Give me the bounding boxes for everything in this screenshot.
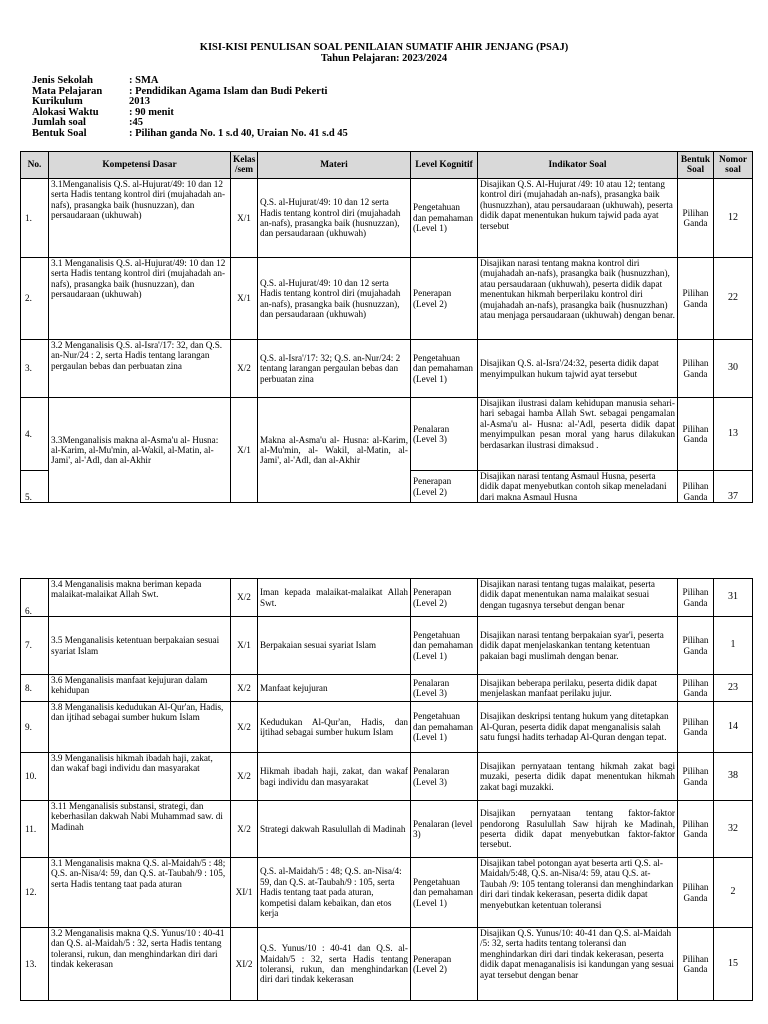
cell-bentuk: Pilihan Ganda (678, 398, 714, 471)
cell-materi: Makna al-Asma'u al- Husna: al-Karim, al-Mu'min, al- Wakil, al-Matin, al-Jami', al-'Adl, dan al-Akhir (258, 398, 411, 503)
cell-indikator: Disajikan deskripsi tentang hukum yang ditetapkan Al-Quran, peserta didik dapat menganalisis salah satu fungsi hadits terhadap Al-Quran dengan tepat. (478, 702, 678, 753)
cell-kelas: X/2 (231, 801, 258, 858)
cell-kd: 3.11 Menganalisis substansi, strategi, dan keberhasilan dakwah Nabi Muhammad saw. di Madinah (49, 801, 231, 858)
cell-level: Penalaran (level 3) (411, 801, 478, 858)
table-row (21, 258, 753, 340)
table-row (21, 617, 753, 675)
info-key: Jumlah soal (32, 117, 86, 129)
table-row (21, 398, 753, 471)
table-row (21, 340, 753, 398)
col-header-bentuk: Bentuk Soal (678, 152, 714, 179)
info-key: Alokasi Waktu (32, 106, 99, 118)
cell-kelas: X/1 (231, 617, 258, 675)
cell-kd: 3.8 Menganalisis kedudukan Al-Qur'an, Hadis, dan ijtihad sebagai sumber hukum Islam (49, 702, 231, 753)
cell-bentuk: Pilihan Ganda (678, 258, 714, 340)
cell-indikator: Disajikan narasi tentang makna kontrol diri (mujahadah an-nafs), prasangka baik (husnuzzhan), atau persaudaraan (ukhuwah), peserta didik dapat menentukan hikmah berperilaku kontrol diri (mujahadah an-nafs), prasangka baik (husnuzzhan) atau menjaga persaudaraan (ukhuwah) dengan benar. (478, 258, 678, 340)
cell-materi: Q.S. al-Hujurat/49: 10 dan 12 serta Hadis tentang kontrol diri (mujahadah an-nafs), prasangka baik (husnuzzan), dan persaudaraan (ukhuwah) (258, 179, 411, 258)
header-row (21, 152, 753, 179)
cell-level: Pengetahuan dan pemahaman (Level 1) (411, 617, 478, 675)
cell-level: Penalaran (Level 3) (411, 398, 478, 471)
cell-nomor: 37 (714, 471, 753, 503)
col-header-level: Level Kognitif (411, 152, 478, 179)
cell-no: 10. (21, 753, 49, 801)
academic-year: Tahun Pelajaran: 2023/2024 (320, 53, 448, 64)
cell-bentuk: Pilihan Ganda (678, 702, 714, 753)
cell-nomor: 13 (714, 398, 753, 471)
cell-indikator: Disajikan pernyataan tentang hikmah zakat bagi muzaki, peserta didik dapat menentukan hikmah zakat bagi muzakki. (478, 753, 678, 801)
table-row (21, 702, 753, 753)
cell-no: 4. (21, 398, 49, 471)
cell-indikator: Disajikan narasi tentang berpakaian syar'i, peserta didik dapat menjelaskankan tentang ketentuan pakaian bagi muslimah dengan benar. (478, 617, 678, 675)
cell-bentuk: Pilihan Ganda (678, 579, 714, 617)
info-key: Kurikulum (32, 96, 83, 108)
info-row-format (32, 129, 348, 140)
col-header-kelas: Kelas /sem (231, 152, 258, 179)
cell-level: Pengetahuan dan pemahaman (Level 1) (411, 858, 478, 928)
table-row (21, 753, 753, 801)
grid-table-page2 (20, 578, 753, 1001)
info-value: 2013 (129, 96, 150, 108)
cell-kelas: XI/1 (231, 858, 258, 928)
cell-level: Pengetahuan dan pemahaman (Level 1) (411, 179, 478, 258)
info-key: Mata Pelajaran (32, 85, 103, 97)
cell-kelas: X/2 (231, 753, 258, 801)
cell-kelas: X/2 (231, 675, 258, 702)
cell-level: Pengetahuan dan pemahaman (Level 1) (411, 702, 478, 753)
cell-kelas: X/2 (231, 340, 258, 398)
cell-bentuk: Pilihan Ganda (678, 928, 714, 1001)
cell-nomor: 15 (714, 928, 753, 1001)
cell-materi: Manfaat kejujuran (258, 675, 411, 702)
cell-nomor: 31 (714, 579, 753, 617)
cell-kd: 3.5 Menganalisis ketentuan berpakaian sesuai syariat Islam (49, 617, 231, 675)
cell-nomor: 12 (714, 179, 753, 258)
cell-no: 1. (21, 179, 49, 258)
cell-kd: 3.6 Menganalisis manfaat kejujuran dalam kehidupan (49, 675, 231, 702)
cell-nomor: 32 (714, 801, 753, 858)
table-row (21, 675, 753, 702)
cell-kd: 3.1 Menganalisis makna Q.S. al-Maidah/5 : 48; Q.S. an-Nisa/4: 59, dan Q.S. at-Taubah/9 : 105, serta Hadis tentang taat pada aturan (49, 858, 231, 928)
cell-bentuk: Pilihan Ganda (678, 675, 714, 702)
cell-materi: Q.S. Yunus/10 : 40-41 dan Q.S. al-Maidah/5 : 32, serta Hadis tentang toleransi, rukun, dan menghindarkan diri dari tindak kekerasan (258, 928, 411, 1001)
cell-indikator: Disajikan tabel potongan ayat beserta arti Q.S. al-Maidah/5:48, Q.S. an-Nisa/4: 59, atau Q.S. at-Taubah /9: 105 tentang toleransi dan menghindarkan diri dari tindak kekerasan, peserta didik dapat menyebutkan ketentuan toleransi (478, 858, 678, 928)
cell-level: Pengetahuan dan pemahaman (Level 1) (411, 340, 478, 398)
cell-bentuk: Pilihan Ganda (678, 801, 714, 858)
cell-kd: 3.9 Menganalisis hikmah ibadah haji, zakat, dan wakaf bagi individu dan masyarakat (49, 753, 231, 801)
cell-materi: Q.S. al-Maidah/5 : 48; Q.S. an-Nisa/4: 59, dan Q.S. at-Taubah/9 : 105, serta Hadis tentang taat pada aturan, kompetisi dalam kebaikan, dan etos kerja (258, 858, 411, 928)
cell-kelas: X/2 (231, 579, 258, 617)
cell-nomor: 38 (714, 753, 753, 801)
col-header-materi: Materi (258, 152, 411, 179)
cell-indikator: Disajikan pernyataan tentang faktor-faktor pendorong Rasulullah Saw hijrah ke Madinah, peserta didik dapat menyebutkan faktor-faktor tersebut. (478, 801, 678, 858)
cell-bentuk: Pilihan Ganda (678, 753, 714, 801)
cell-bentuk: Pilihan Ganda (678, 858, 714, 928)
cell-indikator: Disajikan narasi tentang tugas malaikat, peserta didik dapat menentukan nama malaikat sesuai dengan tugasnya tersebut dengan benar (478, 579, 678, 617)
cell-level: Penerapan (Level 2) (411, 471, 478, 503)
cell-kd: 3.1Menganalisis Q.S. al-Hujurat/49: 10 dan 12 serta Hadis tentang kontrol diri (mujahadah an-nafs), prasangka baik (husnuzzan), dan persaudaraan (ukhuwah) (49, 179, 231, 258)
info-value: :45 (129, 117, 143, 129)
cell-level: Penerapan (Level 2) (411, 579, 478, 617)
info-row-school (32, 76, 348, 87)
table-row (21, 579, 753, 617)
info-value: : SMA (129, 75, 159, 86)
cell-nomor: 30 (714, 340, 753, 398)
cell-materi: Hikmah ibadah haji, zakat, dan wakaf bagi individu dan masyarakat (258, 753, 411, 801)
cell-bentuk: Pilihan Ganda (678, 471, 714, 503)
cell-nomor: 22 (714, 258, 753, 340)
document-title: KISI-KISI PENULISAN SOAL PENILAIAN SUMATIF AHIR JENJANG (PSAJ) (199, 42, 569, 53)
cell-kelas: X/1 (231, 258, 258, 340)
cell-kelas: XI/2 (231, 928, 258, 1001)
cell-materi: Q.S. al-Hujurat/49: 10 dan 12 serta Hadis tentang kontrol diri (mujahadah an-nafs), prasangka baik (husnuzzan), dan persaudaraan (ukhuwah) (258, 258, 411, 340)
cell-nomor: 1 (714, 617, 753, 675)
col-header-no: No. (21, 152, 49, 179)
cell-no: 11. (21, 801, 49, 858)
cell-level: Penerapan (Level 2) (411, 928, 478, 1001)
col-header-indikator: Indikator Soal (478, 152, 678, 179)
info-value: : 90 menit (129, 106, 174, 118)
table-row (21, 928, 753, 1001)
cell-kelas: X/2 (231, 702, 258, 753)
table-row (21, 858, 753, 928)
info-key: Jenis Sekolah (32, 75, 93, 86)
cell-materi: Q.S. al-Isra'/17: 32; Q.S. an-Nur/24: 2 tentang larangan pergaulan bebas dan perbuatan zina (258, 340, 411, 398)
cell-bentuk: Pilihan Ganda (678, 179, 714, 258)
cell-indikator: Disajikan Q.S. al-Isra'/24:32, peserta didik dapat menyimpulkan hukum tajwid ayat tersebut (478, 340, 678, 398)
col-header-nomor: Nomor soal (714, 152, 753, 179)
cell-indikator: Disajikan narasi tentang Asmaul Husna, peserta didik dapat menyebutkan contoh sikap meneladani dari makna Asmaul Husna (478, 471, 678, 503)
cell-kd: 3.1 Menganalisis Q.S. al-Hujurat/49: 10 dan 12 serta Hadis tentang kontrol diri (mujahadah an-nafs), prasangka baik (husnuzzan), dan persaudaraan (ukhuwah) (49, 258, 231, 340)
cell-kd: 3.3Menganalisis makna al-Asma'u al- Husna: al-Karim, al-Mu'min, al-Wakil, al-Matin, al-Jami', al-'Adl, dan al-Akhir (49, 398, 231, 503)
cell-no: 8. (21, 675, 49, 702)
cell-no: 12. (21, 858, 49, 928)
cell-nomor: 2 (714, 858, 753, 928)
cell-no: 2. (21, 258, 49, 340)
cell-indikator: Disajikan ilustrasi dalam kehidupan manusia sehari-hari sebagai hamba Allah Swt. sebagai pengamalan al-Asma'u al- Husna: al-'Adl, peserta didik dapat menyimpulkan pesan moral yang harus dilakukan berdasarkan ilustrasi dimaksud . (478, 398, 678, 471)
cell-indikator: Disajikan beberapa perilaku, peserta didik dapat menjelaskan manfaat perilaku jujur. (478, 675, 678, 702)
cell-level: Penalaran (Level 3) (411, 675, 478, 702)
cell-level: Penalaran (Level 3) (411, 753, 478, 801)
cell-kd: 3.4 Menganalisis makna beriman kepada malaikat-malaikat Allah Swt. (49, 579, 231, 617)
cell-level: Penerapan (Level 2) (411, 258, 478, 340)
info-key: Bentuk Soal (32, 127, 87, 139)
info-value: : Pendidikan Agama Islam dan Budi Pekerti (129, 85, 328, 97)
cell-no: 13. (21, 928, 49, 1001)
cell-no: 9. (21, 702, 49, 753)
cell-bentuk: Pilihan Ganda (678, 617, 714, 675)
cell-materi: Kedudukan Al-Qur'an, Hadis, dan ijtihad sebagai sumber hukum Islam (258, 702, 411, 753)
grid-table-page1 (20, 151, 753, 503)
cell-kelas: X/1 (231, 179, 258, 258)
cell-nomor: 23 (714, 675, 753, 702)
cell-kd: 3.2 Menganalisis Q.S. al-Isra'/17: 32, dan Q.S. an-Nur/24 : 2, serta Hadis tentang larangan pergaulan bebas dan perbuatan zina (49, 340, 231, 398)
cell-kelas: X/1 (231, 398, 258, 503)
cell-no: 6. (21, 579, 49, 617)
cell-nomor: 14 (714, 702, 753, 753)
cell-indikator: Disajikan Q.S. Yunus/10: 40-41 dan Q.S. al-Maidah /5: 32, serta hadits tentang toleransi dan menghindarkan diri dari tindak kekerasan, peserta didik dapat menaganalisis isi kandungan yang sesuai ayat tersebut dengan benar (478, 928, 678, 1001)
exam-info (32, 76, 348, 140)
cell-materi: Iman kepada malaikat-malaikat Allah Swt. (258, 579, 411, 617)
cell-kd: 3.2 Menganalisis makna Q.S. Yunus/10 : 40-41 dan Q.S. al-Maidah/5 : 32, serta Hadis tentang toleransi, rukun, dan menghindarkan diri dari tindak kekerasan (49, 928, 231, 1001)
cell-bentuk: Pilihan Ganda (678, 340, 714, 398)
col-header-kd: Kompetensi Dasar (49, 152, 231, 179)
cell-no: 3. (21, 340, 49, 398)
table-row (21, 179, 753, 258)
info-value: : Pilihan ganda No. 1 s.d 40, Uraian No. 41 s.d 45 (129, 127, 348, 139)
cell-indikator: Disajikan Q.S. Al-Hujurat /49: 10 atau 12; tentang kontrol diri (mujahadah an-nafs), prasangka baik (husnuzzhan), atau persaudaraan (ukhuwah), peserta didik dapat menentukan hukum tajwid pada ayat tersebut (478, 179, 678, 258)
table-row (21, 801, 753, 858)
cell-no: 5. (21, 471, 49, 503)
cell-no: 7. (21, 617, 49, 675)
cell-materi: Berpakaian sesuai syariat Islam (258, 617, 411, 675)
cell-materi: Strategi dakwah Rasulullah di Madinah (258, 801, 411, 858)
